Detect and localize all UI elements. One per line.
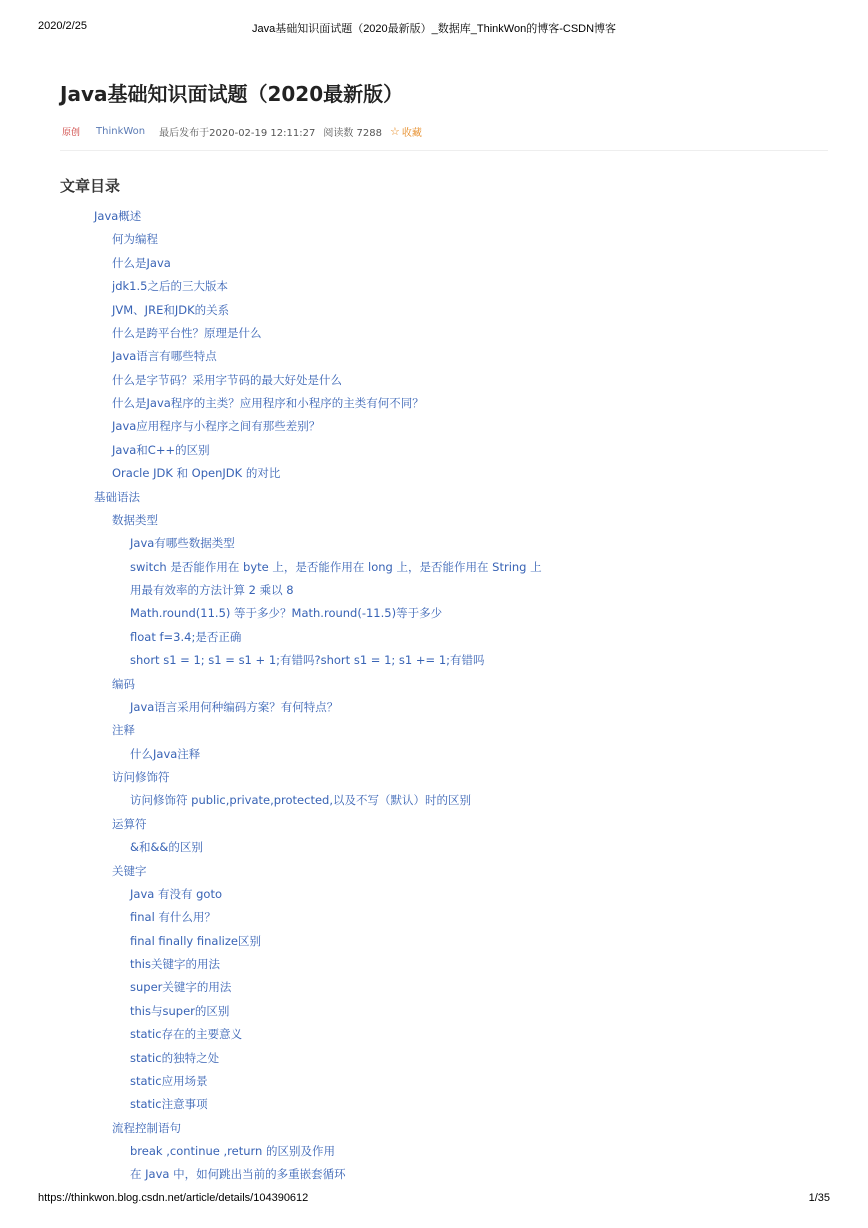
- toc-link[interactable]: super关键字的用法: [130, 980, 232, 995]
- page-number: 1/35: [808, 1192, 830, 1204]
- toc-link[interactable]: Oracle JDK 和 OpenJDK 的对比: [112, 466, 281, 481]
- table-of-contents: [0, 205, 868, 1187]
- toc-link[interactable]: 用最有效率的方法计算 2 乘以 8: [130, 583, 294, 597]
- toc-link[interactable]: static应用场景: [130, 1073, 208, 1088]
- print-header: [38, 20, 830, 36]
- toc-link[interactable]: this与super的区别: [130, 1003, 230, 1018]
- toc-link[interactable]: float f=3.4;是否正确: [130, 629, 242, 644]
- toc-link[interactable]: Java语言有哪些特点: [112, 349, 217, 364]
- toc-link[interactable]: Java概述: [94, 209, 142, 223]
- toc-link[interactable]: 基础语法: [94, 489, 140, 504]
- favorite-label: 收藏: [401, 127, 422, 139]
- toc-link[interactable]: 在 Java 中，如何跳出当前的多重嵌套循环: [130, 1167, 346, 1182]
- toc-link[interactable]: Java语言采用何种编码方案？有何特点？: [130, 699, 339, 714]
- article-meta: [60, 123, 422, 139]
- toc-link[interactable]: Java有哪些数据类型: [130, 536, 235, 551]
- toc-link[interactable]: final finally finalize区别: [130, 933, 261, 948]
- print-url: https://thinkwon.blog.csdn.net/article/details/104390612: [38, 1192, 309, 1204]
- toc-link[interactable]: Java应用程序与小程序之间有那些差别？: [112, 419, 321, 434]
- toc-link[interactable]: 注释: [112, 723, 135, 738]
- publish-time: 最后发布于2020-02-19 12:11:27: [159, 127, 316, 139]
- toc-link[interactable]: 什么是Java程序的主类？应用程序和小程序的主类有何不同？: [112, 396, 424, 410]
- toc-link[interactable]: short s1 = 1; s1 = s1 + 1;有错吗?short s1 = 1; s1 += 1;有错吗: [130, 653, 485, 668]
- toc-link[interactable]: final 有什么用？: [130, 910, 216, 925]
- original-badge: 原创: [62, 127, 81, 138]
- star-outline-icon: ☆: [390, 124, 400, 138]
- toc-link[interactable]: jdk1.5之后的三大版本: [112, 279, 228, 294]
- toc-link[interactable]: 什么Java注释: [130, 746, 201, 761]
- article-title: Java基础知识面试题（2020最新版）: [60, 82, 404, 106]
- toc-link[interactable]: switch 是否能作用在 byte 上，是否能作用在 long 上，是否能作用在 String 上: [130, 559, 542, 574]
- read-count: 阅读数 7288: [323, 127, 382, 139]
- toc-link[interactable]: static的独特之处: [130, 1050, 220, 1065]
- print-date: 2020/2/25: [38, 20, 87, 32]
- toc-link[interactable]: 何为编程: [112, 232, 158, 247]
- toc-link[interactable]: &和&&的区别: [130, 840, 203, 855]
- print-footer: [38, 1192, 830, 1208]
- author-link[interactable]: ThinkWon: [96, 125, 146, 137]
- favorite-button[interactable]: [390, 124, 422, 139]
- toc-link[interactable]: 访问修饰符 public,private,protected,以及不写（默认）时的区别: [130, 793, 471, 808]
- toc-link[interactable]: break ,continue ,return 的区别及作用: [130, 1144, 336, 1158]
- toc-link[interactable]: 什么是跨平台性？原理是什么: [112, 325, 262, 340]
- toc-link[interactable]: Java 有没有 goto: [130, 886, 222, 901]
- toc-link[interactable]: 编码: [112, 676, 135, 691]
- toc-link[interactable]: 流程控制语句: [112, 1120, 181, 1135]
- toc-link[interactable]: static存在的主要意义: [130, 1027, 243, 1042]
- toc-link[interactable]: 什么是Java: [112, 255, 171, 270]
- toc-link[interactable]: Java和C++的区别: [112, 442, 210, 457]
- toc-link[interactable]: 什么是字节码？采用字节码的最大好处是什么: [112, 372, 342, 387]
- toc-link[interactable]: 数据类型: [112, 512, 158, 527]
- toc-heading: 文章目录: [60, 177, 121, 195]
- print-page-title: Java基础知识面试题（2020最新版）_数据库_ThinkWon的博客-CSDN博客: [251, 23, 617, 35]
- toc-link[interactable]: this关键字的用法: [130, 957, 220, 971]
- toc-link[interactable]: 关键字: [112, 863, 147, 878]
- header-divider: [60, 150, 828, 151]
- toc-link[interactable]: JVM、JRE和JDK的关系: [112, 302, 230, 317]
- toc-link[interactable]: static注意事项: [130, 1097, 208, 1112]
- toc-link[interactable]: Math.round(11.5) 等于多少？Math.round(-11.5)等于多少: [130, 606, 443, 621]
- toc-link[interactable]: 运算符: [112, 816, 147, 831]
- toc-link[interactable]: 访问修饰符: [112, 770, 170, 784]
